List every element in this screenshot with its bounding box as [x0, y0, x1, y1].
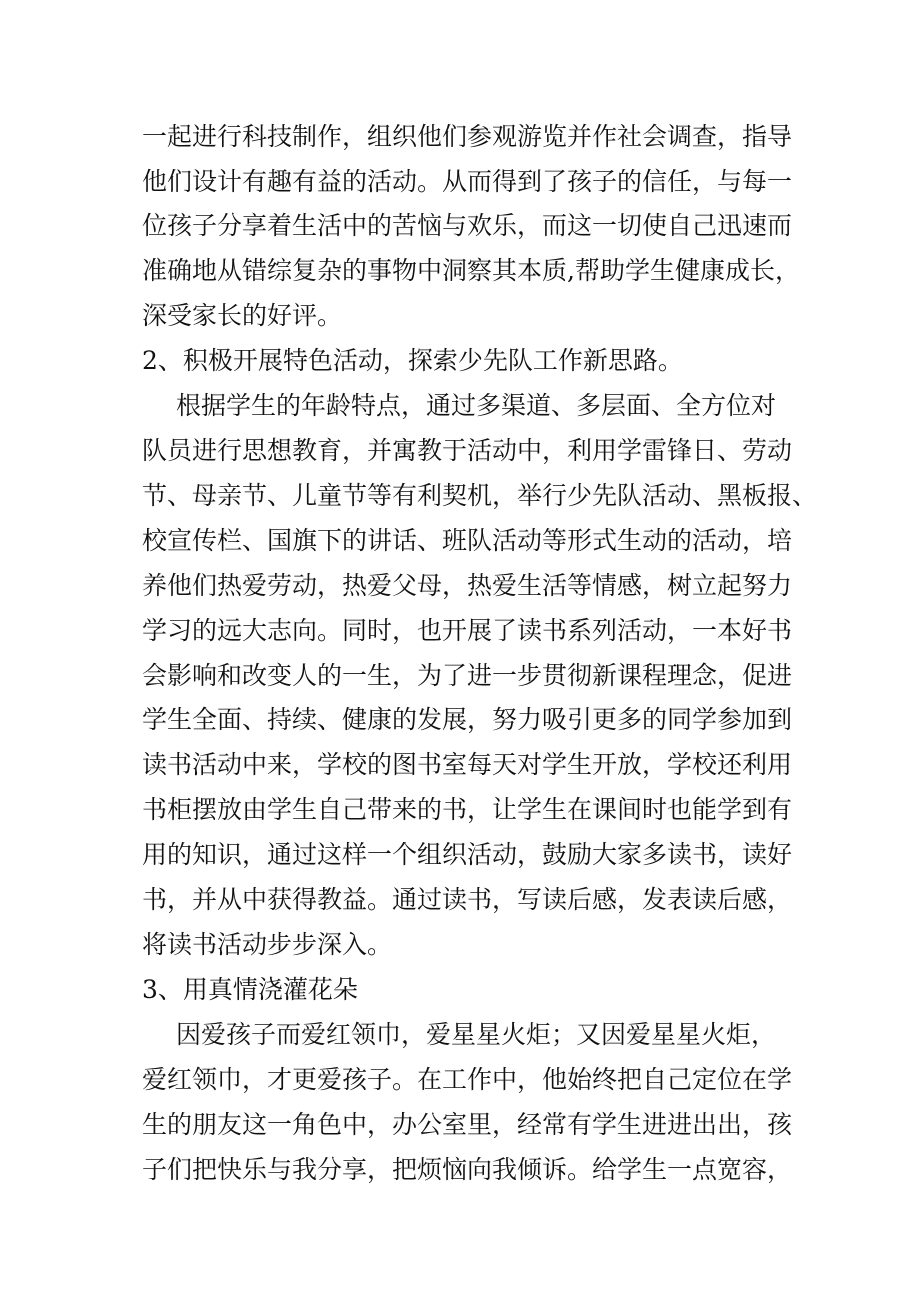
- paragraph-line: 他们设计有趣有益的活动。从而得到了孩子的信任，与每一: [142, 167, 793, 196]
- paragraph-line: 节、母亲节、儿童节等有利契机，举行少先队活动、黑板报、: [142, 481, 818, 510]
- section-heading: 3、用真情浇灌花朵: [142, 975, 358, 1004]
- paragraph-line: 生的朋友这一角色中，办公室里，经常有学生进进出出，孩: [142, 1110, 793, 1139]
- paragraph-line: 养他们热爱劳动，热爱父母，热爱生活等情感，树立起努力: [142, 571, 793, 600]
- paragraph-line: 爱红领巾，才更爱孩子。在工作中，他始终把自己定位在学: [142, 1065, 793, 1094]
- paragraph-line: 子们把快乐与我分享，把烦恼向我倾诉。给学生一点宽容，: [142, 1155, 793, 1184]
- paragraph-line: 会影响和改变人的一生，为了进一步贯彻新课程理念，促进: [142, 661, 793, 690]
- paragraph-line: 因爱孩子而爱红领巾，爱星星火炬；又因爱星星火炬，: [176, 1020, 777, 1049]
- paragraph-line: 用的知识，通过这样一个组织活动，鼓励大家多读书，读好: [142, 840, 793, 869]
- paragraph-line: 书，并从中获得教益。通过读书，写读后感，发表读后感，: [142, 885, 793, 914]
- paragraph-line: 学生全面、持续、健康的发展，努力吸引更多的同学参加到: [142, 705, 793, 734]
- section-heading: 2、积极开展特色活动，探索少先队工作新思路。: [142, 346, 683, 375]
- paragraph-line: 位孩子分享着生活中的苦恼与欢乐，而这一切使自己迅速而: [142, 211, 793, 240]
- paragraph-line: 根据学生的年龄特点，通过多渠道、多层面、全方位对: [176, 391, 777, 420]
- paragraph-line: 书柜摆放由学生自己带来的书，让学生在课间时也能学到有: [142, 795, 793, 824]
- paragraph-line: 深受家长的好评。: [142, 301, 343, 330]
- paragraph-line: 读书活动中来，学校的图书室每天对学生开放，学校还利用: [142, 750, 793, 779]
- paragraph-line: 队员进行思想教育，并寓教于活动中，利用学雷锋日、劳动: [142, 436, 793, 465]
- paragraph-line: 校宣传栏、国旗下的讲话、班队活动等形式生动的活动，培: [142, 526, 793, 555]
- paragraph-line: 一起进行科技制作，组织他们参观游览并作社会调查，指导: [142, 122, 793, 151]
- paragraph-line: 学习的远大志向。同时，也开展了读书系列活动，一本好书: [142, 616, 793, 645]
- paragraph-line: 准确地从错综复杂的事物中洞察其本质,帮助学生健康成长，: [142, 256, 800, 285]
- paragraph-line: 将读书活动步步深入。: [142, 930, 393, 959]
